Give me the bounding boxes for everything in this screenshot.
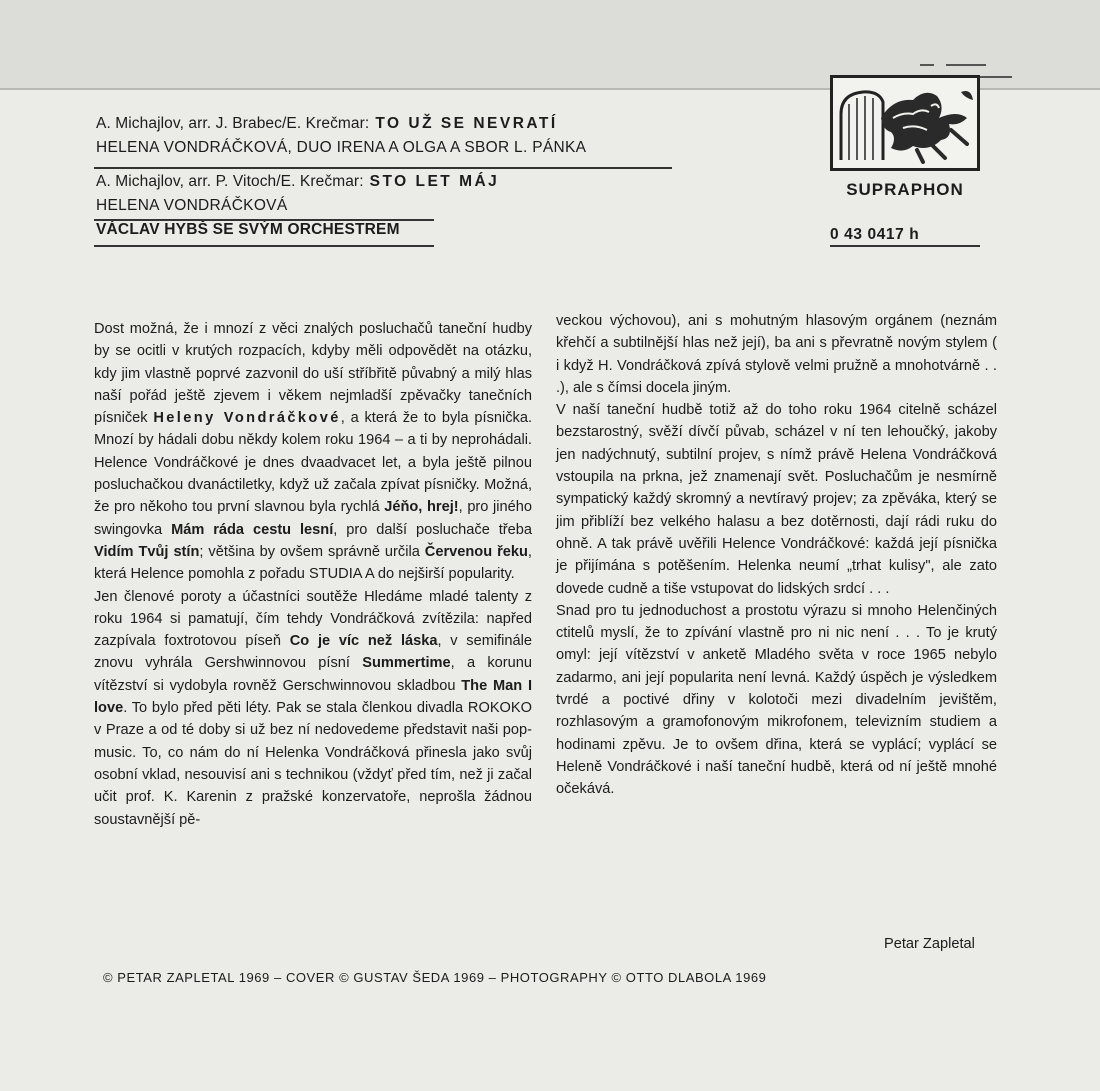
liner-paragraph-right-3: Snad pro tu jednoduchost a prostotu výrazu si mnoho Helenčiných ctitelů myslí, že to zpívání vlastně pro ni nic není . . . To je krutý omyl: její vítězství v anketě Mladého světa v roce 1965 nebylo zadarmo, ani její popularita není levná. Každý úspěch je výsledkem tvrdé a poctivé dřiny v kolotoči mezi divadelním jevištěm, rozhlasovým a gramofonovým mikrofonem, televizním studiem a hodinami zpěvu. Je to ovšem dřina, která se vyplácí; vyplácí se Heleně Vondráčkové i naší taneční hudbě, která od ní ještě mnohé očekává.	[556, 602, 997, 798]
track-1-performer: HELENA VONDRÁČKOVÁ, DUO IRENA A OLGA A SBOR L. PÁNKA	[96, 139, 587, 156]
liner-notes-left-column	[94, 318, 532, 831]
highlighted-song-title: The Man I love	[94, 677, 533, 717]
track-1-credits: A. Michajlov, arr. J. Brabec/E. Krečmar:	[96, 115, 370, 132]
track-credits	[96, 112, 736, 242]
orchestra-underline	[94, 245, 434, 247]
track-2-performer: HELENA VONDRÁČKOVÁ	[96, 197, 288, 214]
highlighted-song-title: Heleny Vondráčkové	[153, 410, 341, 427]
liner-paragraph-left-1: Dost možná, že i mnozí z věci znalých posluchačů taneční hudby by se ocitli v krutých rozpacích, kdyby měli odpovědět na otázku, kdy jim vlastně poprvé zazvonil do uší stříbřitě půvabný a milý hlas naší pořád ještě zjevem i věkem nejmladší zpěvačky tanečních písniček Heleny Vondráčkové, a která že to byla písnička. Mnozí by hádali dobu někdy kolem roku 1964 – a ti by neprohádali. Helence Vondráčkové je dnes dvaadvacet let, a byla ještě pilnou posluchačkou dvanáctiletky, když už začala zpívat písničky. Možná, že pro někoho tou první slavnou byla rychlá Jéňo, hrej!, pro jiného swingovka Mám ráda cestu lesní, pro další posluchače třeba Vidím Tvůj stín; většina by ovšem správně určila Červenou řeku, která Helence pomohla z pořadu STUDIA A do nejširší popularity.	[94, 321, 533, 583]
catalog-number: 0 43 0417 h	[830, 226, 920, 243]
liner-paragraph-right-1: veckou výchovou), ani s mohutným hlasovým orgánem (neznám křehčí a subtilnější hlas než její), ba ani s převratně novým stylem ( i když H. Vondráčková zpívá stylově velmi pružně a mnohotvárně . . .), ale s čímsi docela jiným.	[556, 313, 997, 396]
highlighted-song-title: Jéňo, hrej!	[384, 499, 459, 516]
track-2-credit-line	[96, 170, 736, 194]
highlighted-song-title: Vidím Tvůj stín	[94, 543, 200, 560]
copyright-footer: © PETAR ZAPLETAL 1969 – COVER © GUSTAV ŠEDA 1969 – PHOTOGRAPHY © OTTO DLABOLA 1969	[103, 970, 767, 985]
supraphon-lion-harp-logo-icon	[830, 75, 980, 171]
catalog-underline	[830, 245, 980, 247]
track-1-credit-line	[96, 112, 736, 136]
orchestra-name: VÁCLAV HYBŠ SE SVÝM ORCHESTREM	[96, 221, 400, 238]
label-brand: SUPRAPHON	[846, 180, 964, 199]
highlighted-song-title: Mám ráda cestu lesní	[171, 521, 334, 538]
highlighted-song-title: Summertime	[362, 655, 451, 672]
liner-notes-signature: Petar Zapletal	[884, 936, 975, 952]
logo-drawing	[833, 78, 977, 168]
orchestra-separator-line	[94, 219, 434, 221]
highlighted-song-title: Co je víc než láska	[289, 633, 438, 650]
highlighted-song-title: Červenou řeku	[424, 543, 528, 560]
liner-paragraph-left-2: Jen členové poroty a účastníci soutěže Hledáme mladé talenty z roku 1964 si pamatují, čím tehdy Vondráčková zvítězila: napřed zazpívala foxtrotovou píseň Co je víc než láska, v semifinále znovu vyhrála Gershwinnovou písní Summertime, a korunu vítězství si vydobyla rovněž Gerschwinnovou skladbou The Man I love. To bylo před pěti léty. Pak se stala členkou divadla ROKOKO v Praze a od té doby si už bez ní nedovedeme představit naši pop-music. To, co nám do ní Helenka Vondráčková přinesla jako svůj osobní vklad, nesouvisí ani s technikou (vždyť před tím, než ji začal učit prof. K. Karenin z pražské konzervatoře, neprošla žádnou soustavnější pě-	[94, 588, 533, 828]
liner-notes-right-column	[556, 310, 997, 801]
track-2-title: STO LET MÁJ	[369, 173, 500, 190]
track-2-credits: A. Michajlov, arr. P. Vitoch/E. Krečmar:	[96, 173, 364, 190]
liner-paragraph-right-2: V naší taneční hudbě totiž až do toho roku 1964 citelně scházel bezstarostný, svěží dívčí půvab, scházel v ní ten lehoučký, jakoby jen nadýchnutý, subtilní projev, s nímž právě Helena Vondráčková vstoupila na prkna, jež znamenají svět. Posluchačům je nesmírně sympatický každý skromný a nevtíravý projev; za zpěváka, který se jim přiblíží bez velkého halasu a bez dotěrnosti, dají rádi ruku do ohně. A tak právě uvěřili Helence Vondráčkové: každá její písnička je přijímána s potěšením. Helenka neumí „trhat kulisy", ale zato dovede cudně a tiše vstupovat do lidských srdcí . . .	[556, 402, 997, 597]
track-separator-line	[94, 167, 672, 169]
track-1-title: TO UŽ SE NEVRATÍ	[375, 115, 558, 132]
